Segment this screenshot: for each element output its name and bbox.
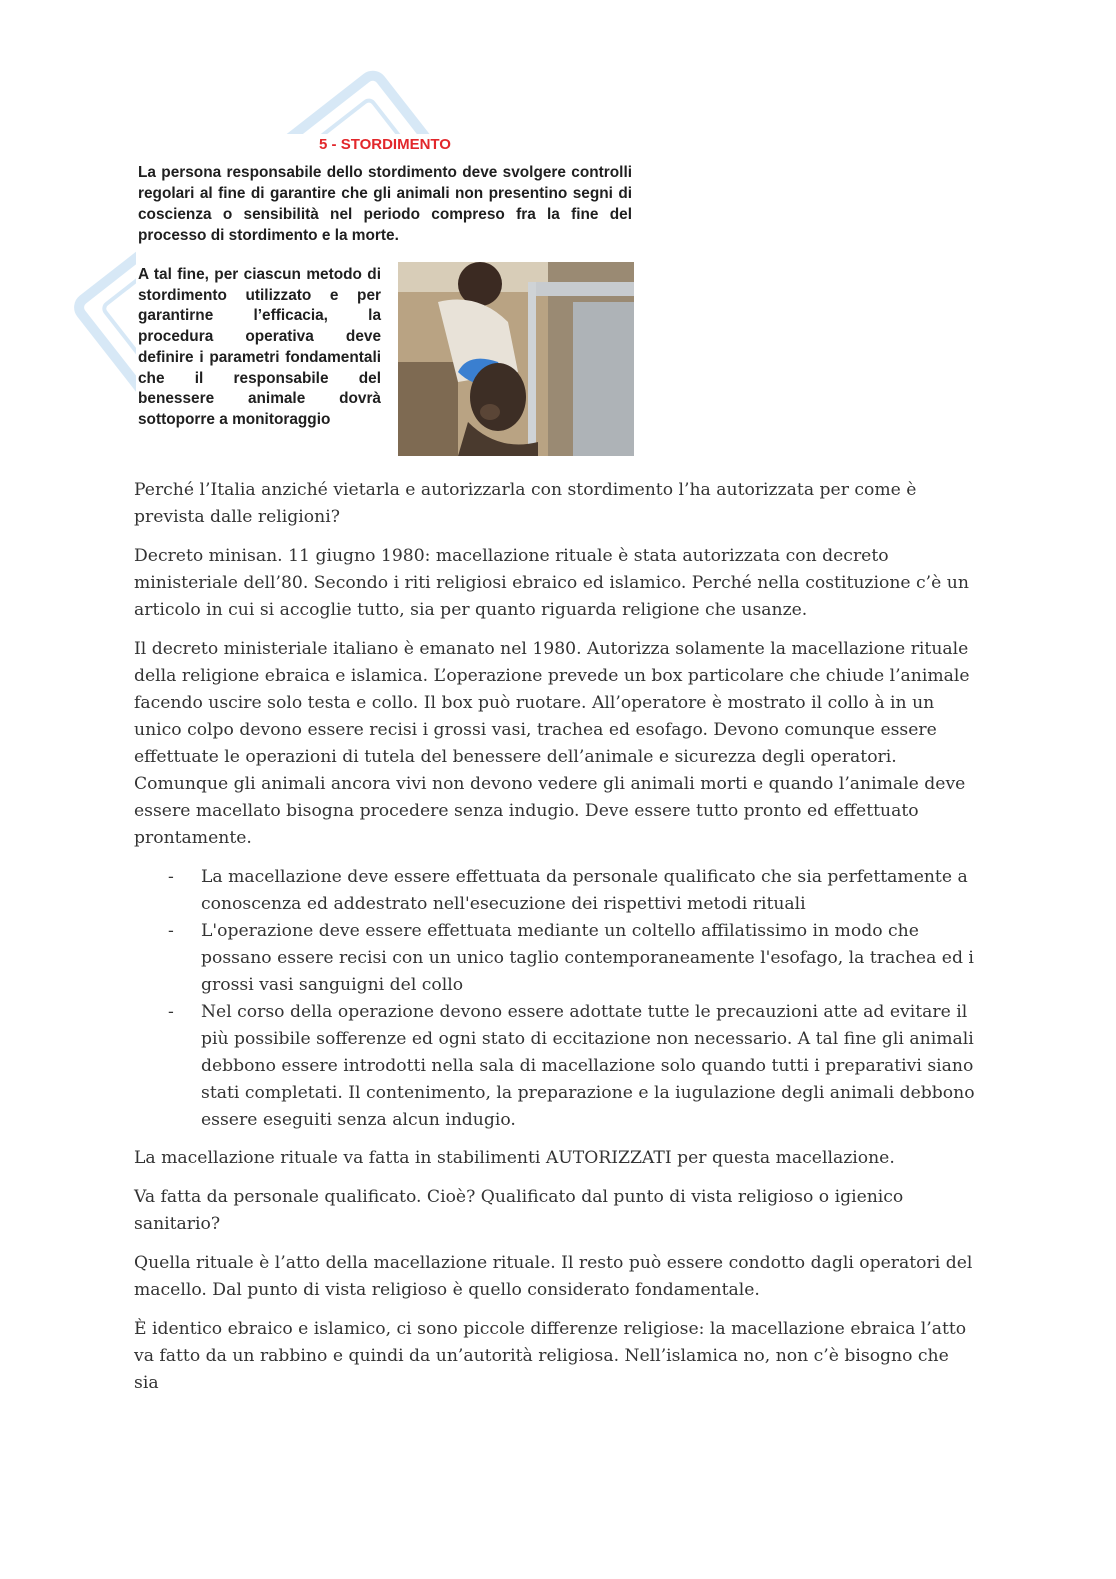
paragraph: È identico ebraico e islamico, ci sono piccole differenze religiose: la macellazione ebraica l’atto va fatto da un rabbino e quindi da un’autorità religiosa. Nell’islamica no, non c’è bisogno che sia <box>134 1319 967 1393</box>
slide-intro-text: La persona responsabile dello stordimento deve svolgere controlli regolari al fine di garantire che gli animali non presentino segni di coscienza o sensibilità nel periodo compreso fra la fine del processo di stordimento e la morte. <box>138 164 632 244</box>
paragraph: Va fatta da personale qualificato. Cioè? Qualificato dal punto di vista religioso o igienico sanitario? <box>134 1187 904 1234</box>
slide-title: 5 - STORDIMENTO <box>319 136 451 153</box>
paragraph: La macellazione rituale va fatta in stabilimenti AUTORIZZATI per questa macellazione. <box>134 1148 895 1168</box>
bullet-marker: - <box>168 1002 174 1022</box>
slaughter-box-photo <box>398 262 634 456</box>
list-item-text: La macellazione deve essere effettuata da personale qualificato che sia perfettamente a conoscenza ed addestrato nell'esecuzione dei rispettivi metodi rituali <box>201 867 968 914</box>
slide-image <box>136 134 634 456</box>
bullet-marker: - <box>168 921 174 941</box>
slide-body-text: A tal fine, per ciascun metodo di stordimento utilizzato e per garantirne l’efficacia, la procedura operativa deve definire i parametri fondamentali che il responsabile del benessere animale dovrà sottoporre a monitoraggio <box>138 266 381 428</box>
paragraph: Quella rituale è l’atto della macellazione rituale. Il resto può essere condotto dagli operatori del macello. Dal punto di vista religioso è quello considerato fondamentale. <box>134 1253 973 1300</box>
list-item <box>134 999 976 1134</box>
list-item <box>134 918 976 999</box>
requirements-list <box>134 864 976 1134</box>
bullet-marker: - <box>168 867 174 887</box>
list-item-text: Nel corso della operazione devono essere adottate tutte le precauzioni atte ad evitare il più possibile sofferenze ed ogni stato di eccitazione non necessario. A tal fine gli animali debbono essere introdotti nella sala di macellazione solo quando tutti i preparativi siano stati completati. Il contenimento, la preparazione e la iugulazione degli animali debbono essere eseguiti senza alcun indugio. <box>201 1002 975 1130</box>
document-body <box>134 477 976 1409</box>
paragraph: Decreto minisan. 11 giugno 1980: macellazione rituale è stata autorizzata con decreto ministeriale dell’80. Secondo i riti religiosi ebraico ed islamico. Perché nella costituzione c’è un articolo in cui si accoglie tutto, sia per quanto riguarda religione che usanze. <box>134 546 969 620</box>
paragraph: Perché l’Italia anziché vietarla e autorizzarla con stordimento l’ha autorizzata per come è prevista dalle religioni? <box>134 480 917 527</box>
list-item <box>134 864 976 918</box>
paragraph: Il decreto ministeriale italiano è emanato nel 1980. Autorizza solamente la macellazione rituale della religione ebraica e islamica. L’operazione prevede un box particolare che chiude l’animale facendo uscire solo testa e collo. Il box può ruotare. All’operatore è mostrato il collo à in un unico colpo devono essere recisi i grossi vasi, trachea ed esofago. Devono comunque essere effettuate le operazioni di tutela del benessere dell’animale e sicurezza degli operatori. Comunque gli animali ancora vivi non devono vedere gli animali morti e quando l’animale deve essere macellato bisogna procedere senza indugio. Deve essere tutto pronto ed effettuato prontamente. <box>134 639 970 848</box>
list-item-text: L'operazione deve essere effettuata mediante un coltello affilatissimo in modo che possano essere recisi con un unico taglio contemporaneamente l'esofago, la trachea ed i grossi vasi sanguigni del collo <box>201 921 974 995</box>
